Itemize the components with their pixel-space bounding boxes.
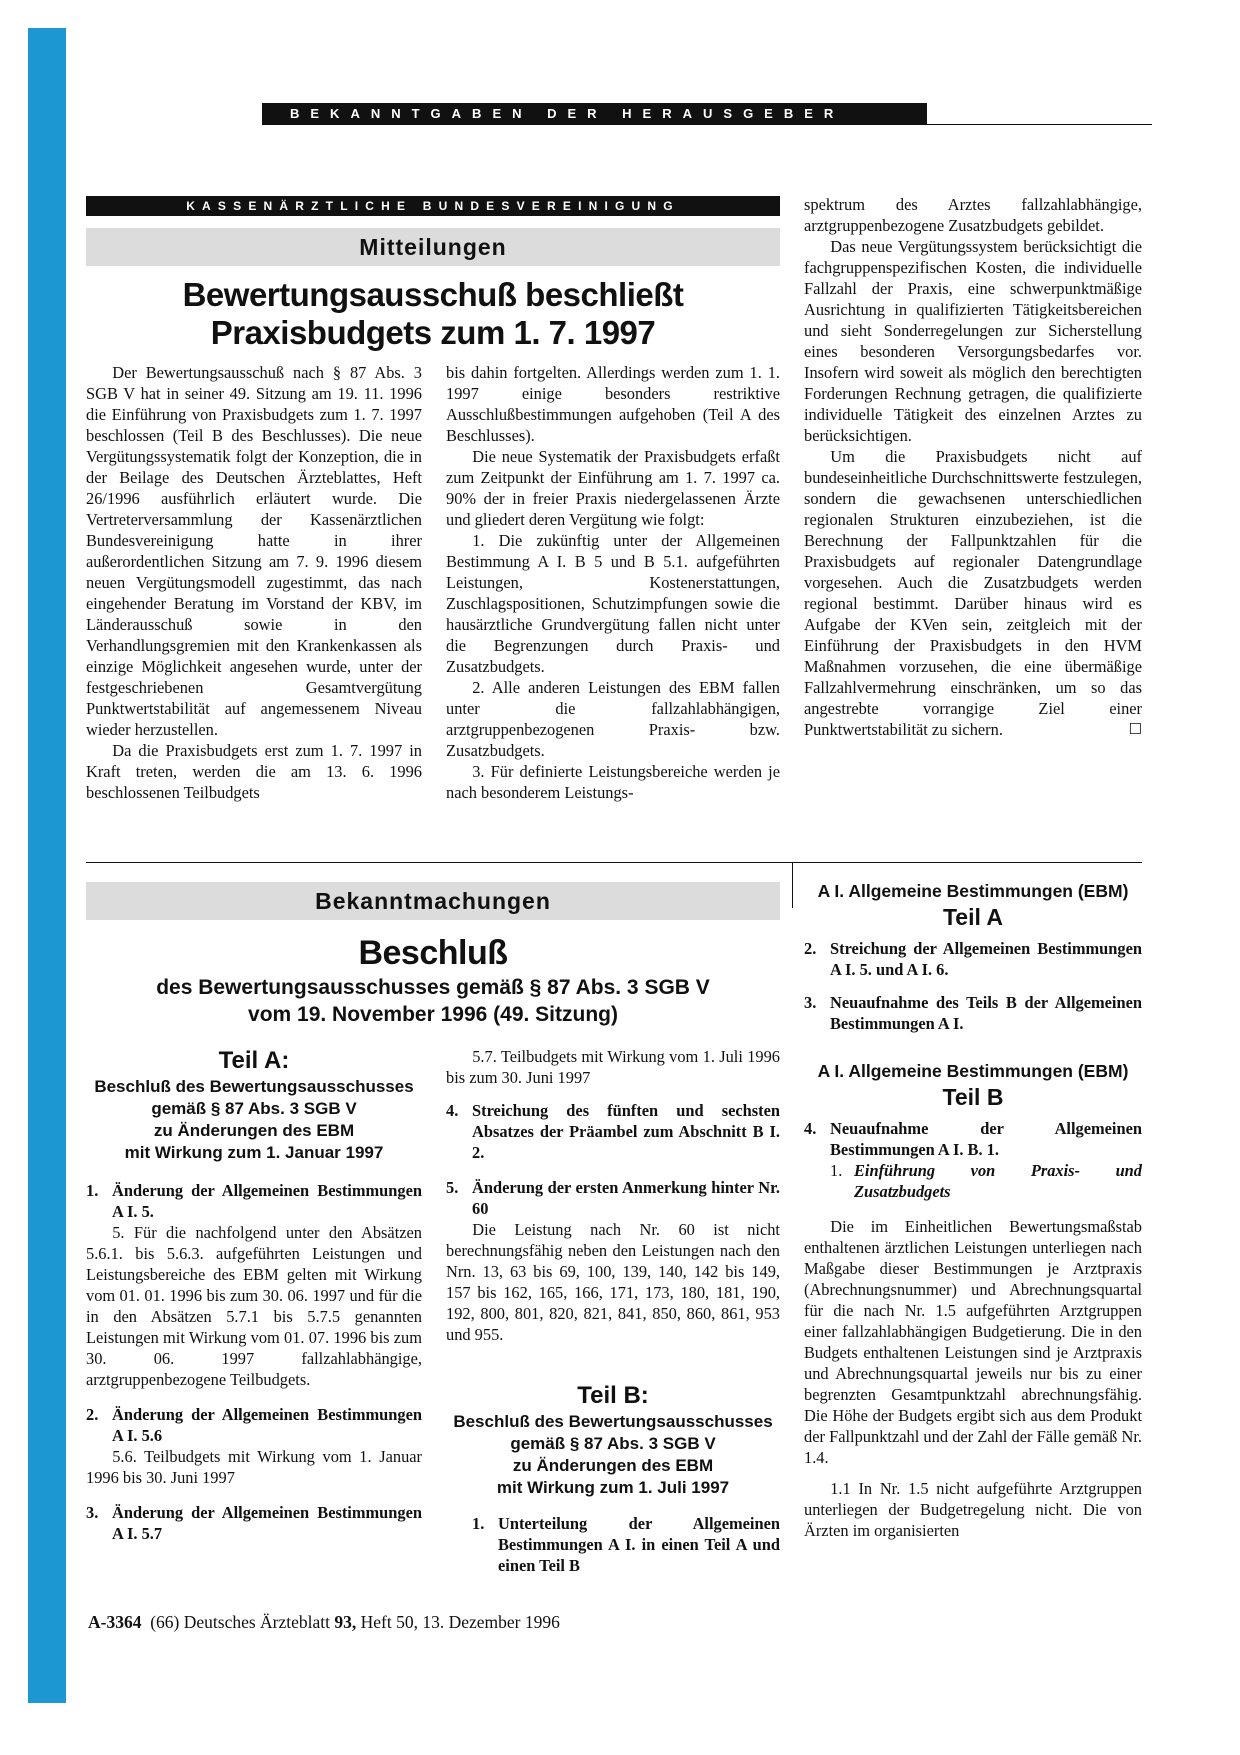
ebm-teil-b: Teil B	[942, 1084, 1004, 1110]
paragraph: Da die Praxisbudgets erst zum 1. 7. 1997 in Kraft treten, werden die am 13. 6. 1996 beschlossenen Teilbudgets	[86, 741, 422, 802]
teil-b-sub-1: Beschluß des Bewertungsausschusses	[453, 1412, 773, 1431]
item-title: Neuaufnahme der Allgemeinen Bestimmungen A I. B. 1.	[830, 1119, 1142, 1159]
teil-a-col-1	[86, 1046, 422, 1544]
item-title: Streichung des fünften und sechsten Absatzes der Präambel zum Abschnitt B I. 2.	[472, 1101, 780, 1162]
paragraph: Die im Einheitlichen Bewertungsmaßstab enthaltenen ärztlichen Leistungen unterliegen nach Maßgabe dieser Bestimmungen je Arztpraxis (Abrechnungsnummer) und Abrechnungsquartal für die nach Nr. 1.5 aufgeführten Arztgruppen einer fallzahlabhängigen Budgetierung. Die in den Budgets enthaltenen Leistungen sind je Arztpraxis und Abrechnungsquartal jeweils nur bis zu einer begrenzten Gesamtpunktzahl abrechnungsfähig. Die Höhe der Budgets ergibt sich aus dem Produkt der Fallpunktzahl und der Zahl der Fälle gemäß Nr. 1.4.	[804, 1217, 1142, 1467]
end-mark-icon: ☐	[1128, 720, 1142, 738]
list-item	[86, 1404, 422, 1446]
top-banner	[262, 103, 1152, 127]
item-number: 3.	[804, 993, 817, 1012]
list-item	[804, 938, 1142, 980]
beschluss-subtitle-2: vom 19. November 1996 (49. Sitzung)	[248, 1003, 618, 1026]
section-divider	[86, 862, 1142, 863]
list-item	[472, 1513, 780, 1576]
item-title: Änderung der Allgemeinen Bestimmungen A I. 5.6	[112, 1405, 422, 1445]
list-item	[804, 1118, 1142, 1160]
footer-issue: Heft 50, 13. Dezember 1996	[360, 1612, 560, 1632]
mitteilungen-section-title: Mitteilungen	[86, 228, 780, 266]
teil-b-sub-3: zu Änderungen des EBM	[512, 1456, 714, 1475]
teil-a-heading: Teil A:	[218, 1047, 290, 1074]
list-item	[804, 992, 1142, 1034]
item-number: 4.	[446, 1101, 459, 1120]
sub-list-item	[804, 1160, 1142, 1202]
paragraph: spektrum des Arztes fallzahlabhängige, arztgruppenbezogene Zusatzbudgets gebildet.	[804, 195, 1142, 235]
paragraph: 5. Für die nachfolgend unter den Absätzen 5.6.1. bis 5.6.3. aufgeführten Leistungen und Leistungsbereiche des EBM gelten mit Wirkung vom 01. 01. 1996 bis zum 30. 06. 1997 und für die in den Absätzen 5.7.1 bis 5.7.5 genannten Leistungen mit Wirkung vom 01. 07. 1996 bis zum 30. 06. 1997 fallzahlabhängige, arztgruppenbezogene Teilbudgets.	[86, 1223, 422, 1389]
item-title: Einführung von Praxis- und Zusatzbudgets	[854, 1161, 1142, 1201]
paragraph: Die neue Systematik der Praxisbudgets erfaßt zum Zeitpunkt der Einführung am 1. 7. 1997 ca. 90% der in freier Praxis niedergelassenen Ärzte und gliedert deren Vergütung wie folgt:	[446, 447, 780, 529]
mitteilungen-col-2	[446, 362, 780, 803]
item-number: 1.	[86, 1181, 99, 1200]
mitteilungen-headline-1: Bewertungsausschuß beschließt	[182, 276, 684, 313]
paragraph-text: Um die Praxisbudgets nicht auf bundeseinheitliche Durchschnittswerte festzulegen, sondern die gewachsenen unterschiedlichen regionalen Strukturen einzubeziehen, ist die Berechnung der Fallpunktzahlen für die Praxisbudgets auf regionaler Datengrundlage vorgesehen. Auch die Zusatzbudgets werden regional bestimmt. Darüber hinaus wird es Aufgabe der KVen sein, zeitgleich mit der Einführung der Praxisbudgets in den HVM Maßnahmen vorzusehen, die eine übermäßige Fallzahlvermehrung einschränken, um so das angestrebte vorrangige Ziel einer Punktwertstabilität zu sichern.	[804, 447, 1142, 739]
list-item	[86, 1502, 422, 1544]
paragraph: 5.7. Teilbudgets mit Wirkung vom 1. Juli 1996 bis zum 30. Juni 1997	[446, 1047, 780, 1087]
teil-a-sub-4: mit Wirkung zum 1. Januar 1997	[124, 1143, 384, 1162]
item-number: 1.	[830, 1161, 843, 1180]
ebm-teil-a: Teil A	[942, 904, 1004, 930]
item-number: 2.	[86, 1405, 99, 1424]
teil-b-sub-4: mit Wirkung zum 1. Juli 1997	[496, 1478, 730, 1497]
list-item	[86, 1180, 422, 1222]
teil-a-sub-1: Beschluß des Bewertungsausschusses	[94, 1077, 414, 1096]
item-title: Neuaufnahme des Teils B der Allgemeinen Bestimmungen A I.	[830, 993, 1142, 1033]
paragraph: 1. Die zukünftig unter der Allgemeinen Bestimmung A I. B 5 und B 5.1. aufgeführten Leistungen, Kostenerstattungen, Zuschlagspositionen, Schutzimpfungen sowie die hausärztliche Grundvergütung fallen nicht unter die Begrenzungen durch Praxis- und Zusatzbudgets.	[446, 531, 780, 676]
teil-b-sub-2: gemäß § 87 Abs. 3 SGB V	[510, 1434, 716, 1453]
teil-a-col-2	[446, 1046, 780, 1576]
mitteilungen-header	[86, 196, 780, 352]
item-title: Änderung der ersten Anmerkung hinter Nr. 60	[472, 1178, 780, 1218]
item-title: Streichung der Allgemeinen Bestimmungen A I. 5. und A I. 6.	[830, 939, 1142, 979]
footer-source: (66) Deutsches Ärzteblatt	[150, 1612, 331, 1632]
top-banner-label: BEKANNTGABEN DER HERAUSGEBER	[262, 103, 927, 125]
column-divider	[792, 862, 793, 908]
item-number: 5.	[446, 1178, 459, 1197]
footer-volume: 93,	[334, 1612, 357, 1632]
item-title: Unterteilung der Allgemeinen Bestimmungen A I. in einen Teil A und einen Teil B	[498, 1514, 780, 1575]
bekanntmachungen-header	[86, 882, 780, 1028]
paragraph: 5.6. Teilbudgets mit Wirkung vom 1. Januar 1996 bis 30. Juni 1997	[86, 1447, 422, 1487]
list-item	[446, 1177, 780, 1219]
item-number: 1.	[472, 1514, 485, 1533]
teil-b-heading: Teil B:	[577, 1382, 649, 1409]
blue-sidebar	[28, 28, 66, 1703]
teil-b-col-3	[804, 880, 1142, 1541]
item-number: 3.	[86, 1503, 99, 1522]
beschluss-subtitle-1: des Bewertungsausschusses gemäß § 87 Abs. 3 SGB V	[156, 976, 710, 999]
paragraph: 1.1 In Nr. 1.5 nicht aufgeführte Arztgruppen unterliegen der Budgetregelung nicht. Die von Ärzten im organisierten	[804, 1479, 1142, 1540]
item-title: Änderung der Allgemeinen Bestimmungen A I. 5.7	[112, 1503, 422, 1543]
item-number: 4.	[804, 1119, 817, 1138]
mitteilungen-col-3	[804, 194, 1142, 740]
teil-a-sub-3: zu Änderungen des EBM	[153, 1121, 355, 1140]
beschluss-title: Beschluß	[358, 934, 508, 972]
paragraph: 3. Für definierte Leistungsbereiche werden je nach besonderem Leistungs-	[446, 762, 780, 802]
bekanntmachungen-section-title: Bekanntmachungen	[86, 882, 780, 920]
item-number: 2.	[804, 939, 817, 958]
teil-a-sub-2: gemäß § 87 Abs. 3 SGB V	[151, 1099, 357, 1118]
ebm-heading-2: A I. Allgemeine Bestimmungen (EBM)	[817, 1061, 1129, 1081]
paragraph: Das neue Vergütungssystem berücksichtigt die fachgruppenspezifischen Kosten, die individuelle Fallzahl der Praxis, eine schwerpunktmäßige Ausrichtung in qualifizierten Tätigkeitsbereichen und sieht Sonderregelungen zur Sicherstellung eines besonderen Versorgungsbedarfes vor. Insofern wird soweit als möglich den berechtigten Forderungen Rechnung getragen, die qualifizierte individuelle Tätigkeit des einzelnen Arztes zu berücksichtigen.	[804, 237, 1142, 445]
mitteilungen-col-1	[86, 362, 422, 803]
paragraph: 2. Alle anderen Leistungen des EBM fallen unter die fallzahlabhängigen, arztgruppenbezogenen Praxis- bzw. Zusatzbudgets.	[446, 678, 780, 760]
page-footer	[88, 1612, 560, 1633]
ebm-heading-1: A I. Allgemeine Bestimmungen (EBM)	[817, 881, 1129, 901]
paragraph: Der Bewertungsausschuß nach § 87 Abs. 3 SGB V hat in seiner 49. Sitzung am 19. 11. 1996 die Einführung von Praxisbudgets zum 1. 7. 1997 beschlossen (Teil B des Beschlusses). Die neue Vergütungssystematik folgt der Konzeption, die in der Beilage des Deutschen Ärzteblattes, Heft 26/1996 ausführlich erläutert wurde. Die Vertreterversammlung der Kassenärztlichen Bundesvereinigung hatte in ihrer außerordentlichen Sitzung am 7. 9. 1996 diesem neuen Vergütungsmodell zugestimmt, das nach eingehender Beratung im Vorstand der KBV, im Länderausschuß sowie in den Verhandlungsgremien mit den Krankenkassen als einzige Möglichkeit angesehen wurde, unter der festgeschriebenen Gesamtvergütung Punktwertstabilität auf angemessenem Niveau wieder herzustellen.	[86, 363, 422, 739]
paragraph: bis dahin fortgelten. Allerdings werden zum 1. 1. 1997 einige besonders restriktive Ausschlußbestimmungen aufgehoben (Teil A des Beschlusses).	[446, 363, 780, 445]
paragraph	[804, 446, 1142, 740]
item-title: Änderung der Allgemeinen Bestimmungen A I. 5.	[112, 1181, 422, 1221]
mitteilungen-headline-2: Praxisbudgets zum 1. 7. 1997	[210, 314, 656, 351]
page-number: A-3364	[88, 1612, 142, 1632]
kbv-banner: KASSENÄRZTLICHE BUNDESVEREINIGUNG	[86, 196, 780, 216]
paragraph: Die Leistung nach Nr. 60 ist nicht berechnungsfähig neben den Leistungen nach den Nrn. 13, 63 bis 69, 100, 139, 140, 142 bis 149, 157 bis 162, 165, 166, 171, 173, 180, 181, 190, 192, 800, 801, 820, 821, 841, 850, 860, 861, 953 und 955.	[446, 1220, 780, 1344]
list-item	[446, 1100, 780, 1163]
top-banner-rule	[262, 124, 1152, 125]
